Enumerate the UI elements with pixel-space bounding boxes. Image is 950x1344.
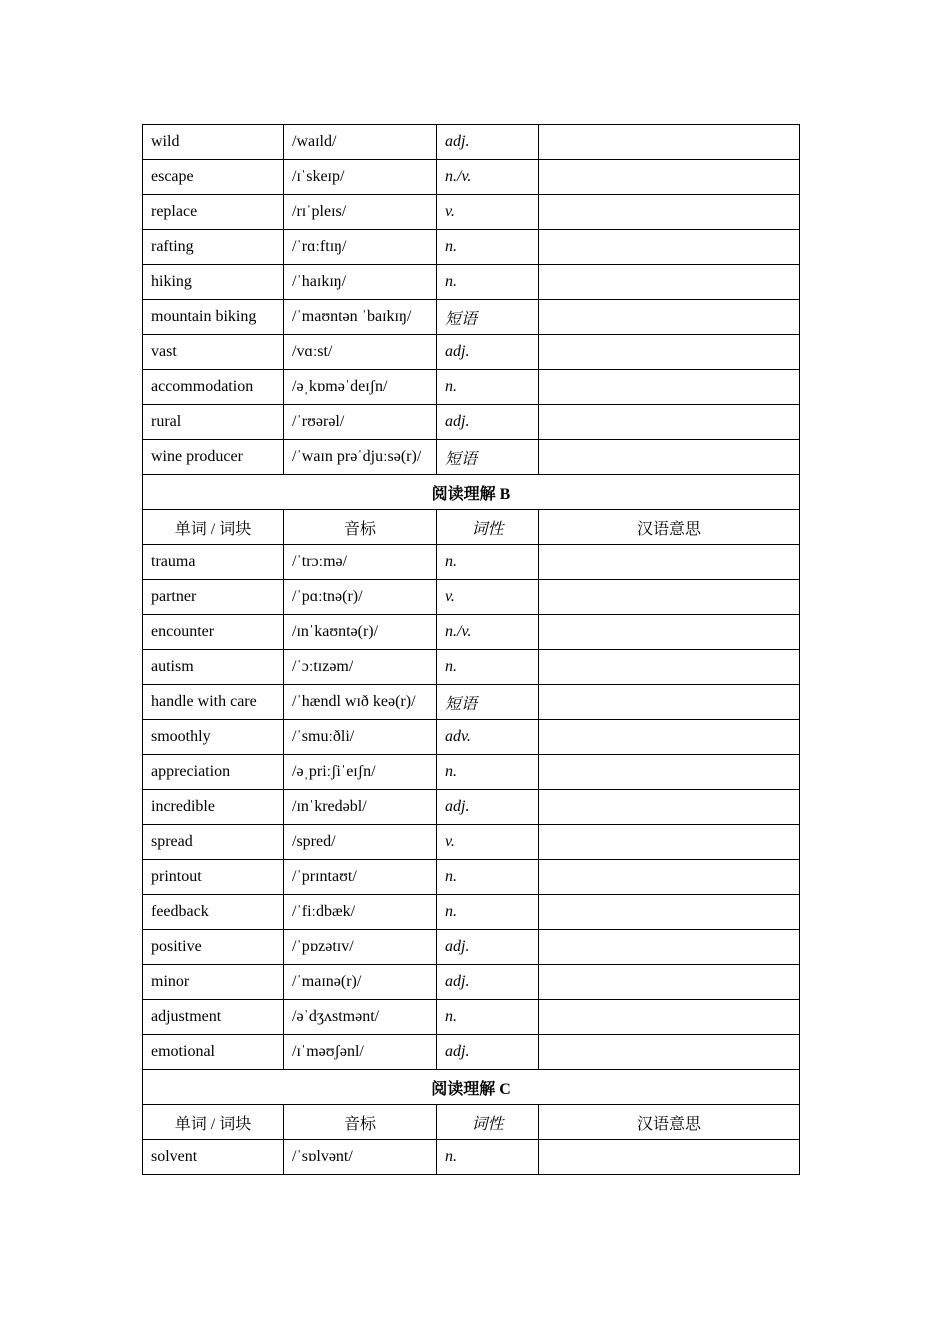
header-word: 单词 / 词块 [143, 1105, 284, 1140]
pos-cell: n. [437, 755, 539, 790]
header-phonetic: 音标 [284, 510, 437, 545]
table-row [143, 160, 800, 195]
table-row [143, 720, 800, 755]
phonetic-cell: /rɪˈpleɪs/ [284, 195, 437, 230]
word-cell: autism [143, 650, 284, 685]
word-cell: hiking [143, 265, 284, 300]
table-row [143, 860, 800, 895]
meaning-cell[interactable] [539, 965, 800, 1000]
meaning-cell[interactable] [539, 685, 800, 720]
pos-cell: v. [437, 580, 539, 615]
table-row [143, 895, 800, 930]
meaning-cell[interactable] [539, 405, 800, 440]
phonetic-cell: /ˈfiːdbæk/ [284, 895, 437, 930]
pos-cell: n. [437, 230, 539, 265]
meaning-cell[interactable] [539, 545, 800, 580]
word-cell: trauma [143, 545, 284, 580]
pos-cell: n. [437, 650, 539, 685]
word-cell: vast [143, 335, 284, 370]
pos-cell: adv. [437, 720, 539, 755]
meaning-cell[interactable] [539, 1140, 800, 1175]
pos-cell: adj. [437, 790, 539, 825]
pos-cell: adj. [437, 930, 539, 965]
pos-cell: v. [437, 825, 539, 860]
meaning-cell[interactable] [539, 860, 800, 895]
table-row [143, 370, 800, 405]
pos-cell: n. [437, 545, 539, 580]
section-title: 阅读理解 B [143, 475, 800, 510]
word-cell: wild [143, 125, 284, 160]
pos-cell: 短语 [437, 685, 539, 720]
pos-cell: n. [437, 265, 539, 300]
word-cell: partner [143, 580, 284, 615]
phonetic-cell: /ˈprɪntaʊt/ [284, 860, 437, 895]
phonetic-cell: /ˈhaɪkɪŋ/ [284, 265, 437, 300]
phonetic-cell: /ˈrɑːftɪŋ/ [284, 230, 437, 265]
table-row [143, 125, 800, 160]
meaning-cell[interactable] [539, 825, 800, 860]
table-row [143, 545, 800, 580]
table-row [143, 755, 800, 790]
table-row [143, 685, 800, 720]
meaning-cell[interactable] [539, 370, 800, 405]
meaning-cell[interactable] [539, 300, 800, 335]
header-pos: 词性 [437, 510, 539, 545]
meaning-cell[interactable] [539, 755, 800, 790]
table-row [143, 440, 800, 475]
phonetic-cell: /ɪˈskeɪp/ [284, 160, 437, 195]
phonetic-cell: /ɪˈməʊʃənl/ [284, 1035, 437, 1070]
table-row [143, 790, 800, 825]
meaning-cell[interactable] [539, 265, 800, 300]
phonetic-cell: /ˈsɒlvənt/ [284, 1140, 437, 1175]
word-cell: spread [143, 825, 284, 860]
table-row [143, 195, 800, 230]
section-title-row [143, 475, 800, 510]
pos-cell: adj. [437, 1035, 539, 1070]
word-cell: appreciation [143, 755, 284, 790]
pos-cell: n./v. [437, 615, 539, 650]
word-cell: handle with care [143, 685, 284, 720]
table-row [143, 965, 800, 1000]
phonetic-cell: /ˈhændl wɪð keə(r)/ [284, 685, 437, 720]
word-cell: minor [143, 965, 284, 1000]
word-cell: replace [143, 195, 284, 230]
pos-cell: adj. [437, 125, 539, 160]
pos-cell: n. [437, 895, 539, 930]
table-row [143, 1035, 800, 1070]
header-row [143, 1105, 800, 1140]
table-row [143, 265, 800, 300]
word-cell: positive [143, 930, 284, 965]
pos-cell: 短语 [437, 440, 539, 475]
header-meaning: 汉语意思 [539, 1105, 800, 1140]
pos-cell: n. [437, 370, 539, 405]
header-row [143, 510, 800, 545]
phonetic-cell: /vɑːst/ [284, 335, 437, 370]
meaning-cell[interactable] [539, 930, 800, 965]
table-row [143, 230, 800, 265]
header-meaning: 汉语意思 [539, 510, 800, 545]
phonetic-cell: /ˈwaɪn prəˈdjuːsə(r)/ [284, 440, 437, 475]
table-row [143, 615, 800, 650]
phonetic-cell: /ɪnˈkaʊntə(r)/ [284, 615, 437, 650]
word-cell: incredible [143, 790, 284, 825]
table-row [143, 580, 800, 615]
word-cell: accommodation [143, 370, 284, 405]
vocabulary-table-body [143, 125, 800, 1175]
word-cell: smoothly [143, 720, 284, 755]
phonetic-cell: /ˈpɑːtnə(r)/ [284, 580, 437, 615]
phonetic-cell: /əˌkɒməˈdeɪʃn/ [284, 370, 437, 405]
table-row [143, 1000, 800, 1035]
phonetic-cell: /waɪld/ [284, 125, 437, 160]
table-row [143, 405, 800, 440]
pos-cell: n. [437, 1140, 539, 1175]
phonetic-cell: /ˈpɒzətɪv/ [284, 930, 437, 965]
header-word: 单词 / 词块 [143, 510, 284, 545]
pos-cell: n./v. [437, 160, 539, 195]
table-row [143, 300, 800, 335]
pos-cell: n. [437, 860, 539, 895]
phonetic-cell: /ɪnˈkredəbl/ [284, 790, 437, 825]
word-cell: feedback [143, 895, 284, 930]
meaning-cell[interactable] [539, 1000, 800, 1035]
meaning-cell[interactable] [539, 125, 800, 160]
meaning-cell[interactable] [539, 1035, 800, 1070]
pos-cell: adj. [437, 335, 539, 370]
table-row [143, 825, 800, 860]
word-cell: rafting [143, 230, 284, 265]
phonetic-cell: /ˈmaʊntən ˈbaɪkɪŋ/ [284, 300, 437, 335]
table-row [143, 1140, 800, 1175]
word-cell: solvent [143, 1140, 284, 1175]
meaning-cell[interactable] [539, 615, 800, 650]
section-title-row [143, 1070, 800, 1105]
phonetic-cell: /ˈɔːtɪzəm/ [284, 650, 437, 685]
pos-cell: v. [437, 195, 539, 230]
meaning-cell[interactable] [539, 195, 800, 230]
pos-cell: adj. [437, 965, 539, 1000]
meaning-cell[interactable] [539, 580, 800, 615]
phonetic-cell: /ˈsmuːðli/ [284, 720, 437, 755]
table-row [143, 335, 800, 370]
header-phonetic: 音标 [284, 1105, 437, 1140]
word-cell: adjustment [143, 1000, 284, 1035]
phonetic-cell: /ˈmaɪnə(r)/ [284, 965, 437, 1000]
table-row [143, 930, 800, 965]
meaning-cell[interactable] [539, 440, 800, 475]
meaning-cell[interactable] [539, 230, 800, 265]
word-cell: mountain biking [143, 300, 284, 335]
phonetic-cell: /ˈtrɔːmə/ [284, 545, 437, 580]
pos-cell: n. [437, 1000, 539, 1035]
pos-cell: 短语 [437, 300, 539, 335]
section-title: 阅读理解 C [143, 1070, 800, 1105]
header-pos: 词性 [437, 1105, 539, 1140]
word-cell: encounter [143, 615, 284, 650]
meaning-cell[interactable] [539, 160, 800, 195]
phonetic-cell: /əˈdʒʌstmənt/ [284, 1000, 437, 1035]
word-cell: escape [143, 160, 284, 195]
meaning-cell[interactable] [539, 335, 800, 370]
word-cell: rural [143, 405, 284, 440]
meaning-cell[interactable] [539, 790, 800, 825]
meaning-cell[interactable] [539, 895, 800, 930]
phonetic-cell: /əˌpriːʃiˈeɪʃn/ [284, 755, 437, 790]
phonetic-cell: /spred/ [284, 825, 437, 860]
meaning-cell[interactable] [539, 720, 800, 755]
word-cell: wine producer [143, 440, 284, 475]
table-row [143, 650, 800, 685]
word-cell: emotional [143, 1035, 284, 1070]
meaning-cell[interactable] [539, 650, 800, 685]
pos-cell: adj. [437, 405, 539, 440]
word-cell: printout [143, 860, 284, 895]
vocabulary-table [142, 124, 800, 1175]
phonetic-cell: /ˈrʊərəl/ [284, 405, 437, 440]
